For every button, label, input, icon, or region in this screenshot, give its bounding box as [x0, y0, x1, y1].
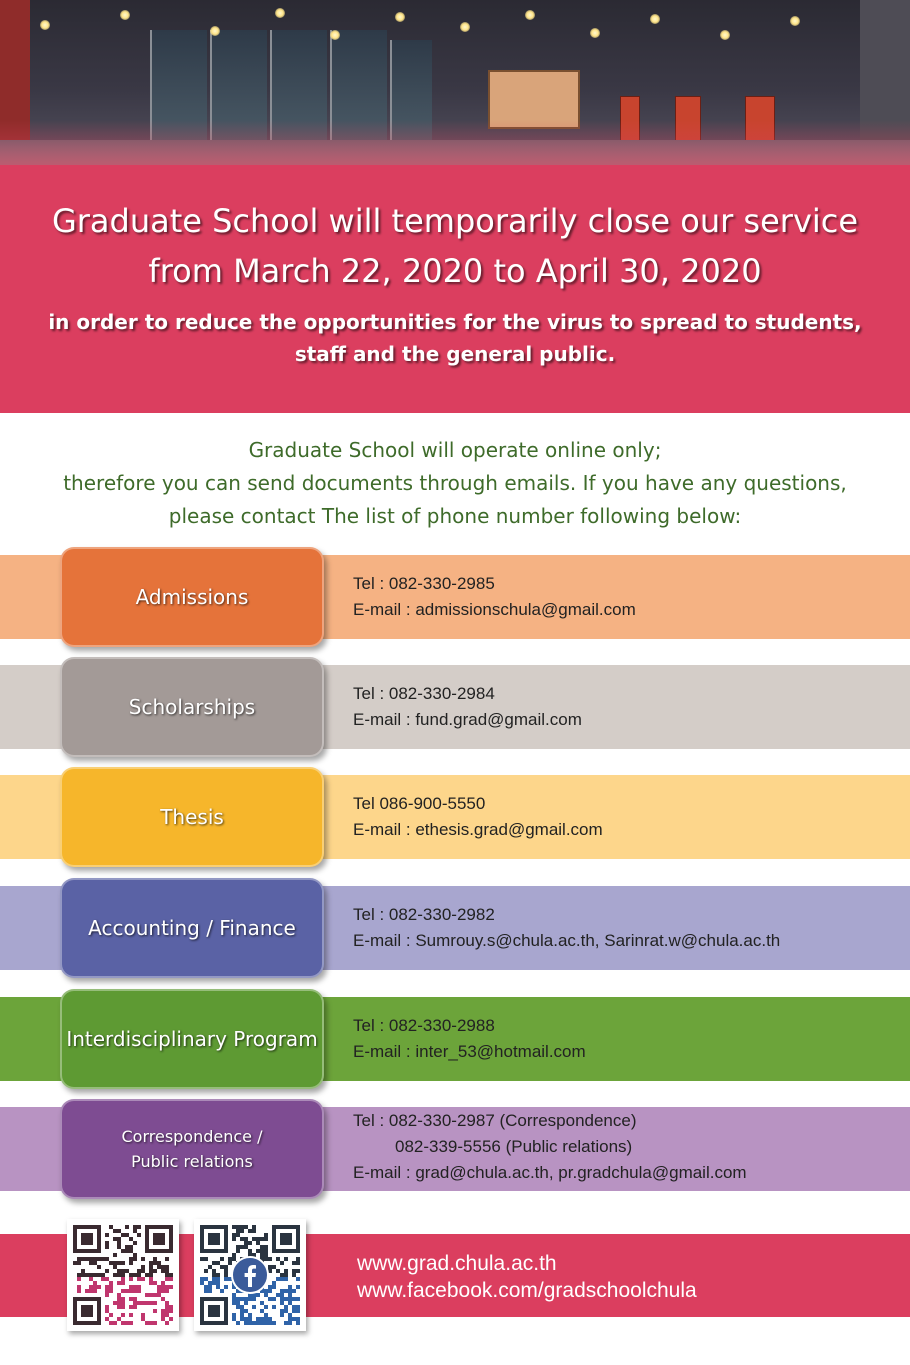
- intro-line-2: therefore you can send documents through emails. If you have any questions,: [63, 471, 847, 495]
- banner-line-1: Graduate School will temporarily close our service: [51, 202, 859, 240]
- banner-headline: [0, 196, 910, 296]
- banner-line-2: from March 22, 2020 to April 30, 2020: [148, 252, 762, 290]
- interdisciplinary-contact-info: [353, 1013, 586, 1065]
- contact-row-thesis: [0, 775, 910, 859]
- correspondence-label-line-2: Public relations: [131, 1152, 253, 1171]
- announcement-banner: [0, 165, 910, 413]
- contact-row-admissions: [0, 555, 910, 639]
- scholarships-email: E-mail : fund.grad@gmail.com: [353, 710, 582, 729]
- interdisciplinary-tel: Tel : 082-330-2988: [353, 1016, 495, 1035]
- qr-code-icon: [194, 1219, 306, 1331]
- public-relations-tel: 082-339-5556 (Public relations): [395, 1137, 633, 1156]
- accounting-email: E-mail : Sumrouy.s@chula.ac.th, Sarinrat.w@chula.ac.th: [353, 931, 781, 950]
- contact-row-scholarships: [0, 665, 910, 749]
- banner-subtext: [0, 306, 910, 370]
- contact-row-correspondence: [0, 1107, 910, 1191]
- facebook-link[interactable]: www.facebook.com/gradschoolchula: [357, 1279, 697, 1302]
- accounting-tel: Tel : 082-330-2982: [353, 905, 495, 924]
- admissions-tel: Tel : 082-330-2985: [353, 574, 495, 593]
- facebook-icon: [231, 1256, 269, 1294]
- interdisciplinary-label: Interdisciplinary Program: [60, 989, 324, 1089]
- thesis-label: Thesis: [60, 767, 324, 867]
- correspondence-email: E-mail : grad@chula.ac.th, pr.gradchula@gmail.com: [353, 1163, 747, 1182]
- intro-line-3: please contact The list of phone number following below:: [168, 504, 742, 528]
- scholarships-tel: Tel : 082-330-2984: [353, 684, 495, 703]
- accounting-contact-info: [353, 902, 780, 954]
- thesis-email: E-mail : ethesis.grad@gmail.com: [353, 820, 603, 839]
- website-link[interactable]: www.grad.chula.ac.th: [357, 1252, 557, 1275]
- correspondence-tel: Tel : 082-330-2987 (Correspondence): [353, 1111, 637, 1130]
- correspondence-label-line-1: Correspondence /: [121, 1127, 263, 1146]
- contact-row-interdisciplinary: [0, 997, 910, 1081]
- correspondence-contact-info: [353, 1108, 747, 1186]
- qr-code-icon: [67, 1219, 179, 1331]
- interdisciplinary-email: E-mail : inter_53@hotmail.com: [353, 1042, 586, 1061]
- scholarships-label: Scholarships: [60, 657, 324, 757]
- intro-text: [0, 434, 910, 533]
- admissions-email: E-mail : admissionschula@gmail.com: [353, 600, 636, 619]
- thesis-tel: Tel 086-900-5550: [353, 794, 486, 813]
- correspondence-label: [60, 1099, 324, 1199]
- intro-line-1: Graduate School will operate online only;: [248, 438, 662, 462]
- scholarships-contact-info: [353, 681, 582, 733]
- footer-links: [357, 1250, 697, 1304]
- accounting-label: Accounting / Finance: [60, 878, 324, 978]
- contact-row-accounting: [0, 886, 910, 970]
- banner-line-3: in order to reduce the opportunities for the virus to spread to students,: [48, 310, 862, 334]
- admissions-label: Admissions: [60, 547, 324, 647]
- banner-line-4: staff and the general public.: [294, 342, 616, 366]
- admissions-contact-info: [353, 571, 636, 623]
- thesis-contact-info: [353, 791, 603, 843]
- header-photo: [0, 0, 910, 165]
